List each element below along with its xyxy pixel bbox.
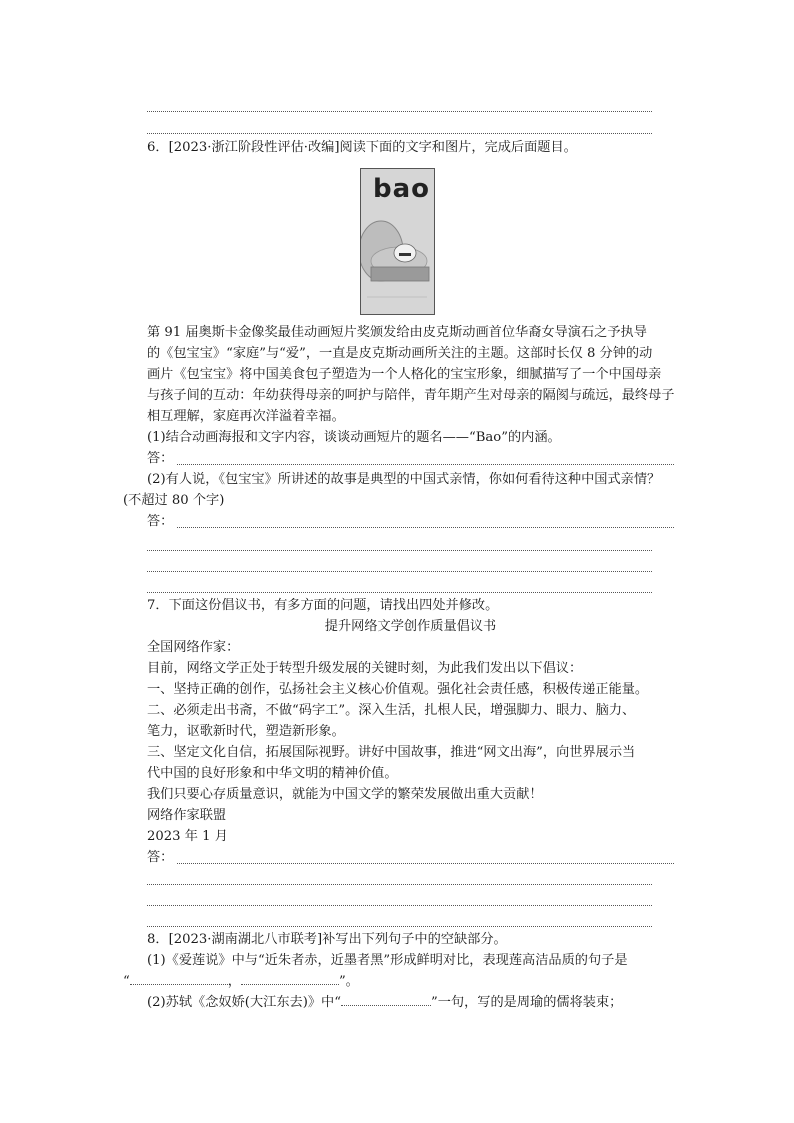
answer-row[interactable]	[147, 847, 674, 868]
poster-title: bao	[373, 174, 431, 204]
passage-line: 画片《包宝宝》将中国美食包子塑造为一个人格化的宝宝形象，细腻描写了一个中国母亲	[147, 367, 662, 382]
comma: ，	[227, 974, 241, 989]
question-6-sub-2	[123, 469, 683, 511]
passage-line: 的《包宝宝》“家庭”与“爱”，一直是皮克斯动画所关注的主题。这部时长仅 8 分钟的动	[147, 346, 653, 361]
proposal-line: 三、坚定文化自信，拓展国际视野。讲好中国故事，推进“网文出海”，向世界展示当	[147, 745, 636, 760]
answer-line[interactable]	[147, 571, 652, 572]
answer-input-line[interactable]	[177, 464, 674, 465]
proposal-date: 2023 年 1 月	[147, 829, 228, 844]
question-6-passage	[147, 322, 674, 448]
proposal-line: 目前，网络文学正处于转型升级发展的关键时刻，为此我们发出以下倡议：	[147, 661, 583, 676]
answer-label: 答：	[147, 514, 174, 529]
fill-blank[interactable]	[341, 993, 431, 1006]
answer-label: 答：	[147, 850, 174, 865]
answer-line	[147, 111, 652, 112]
sub-2-prefix: (2)苏轼《念奴娇(大江东去)》中“	[147, 995, 341, 1010]
question-8-sub-1: (1)《爱莲说》中与“近朱者赤，近墨者黑”形成鲜明对比，表现莲高洁品质的句子是	[147, 953, 628, 968]
question-7-heading: 7．下面这份倡议书，有多方面的问题，请找出四处并修改。	[147, 598, 499, 613]
answer-line[interactable]	[147, 550, 652, 551]
sub-2-suffix: ”一句，写的是周瑜的儒将装束；	[430, 995, 623, 1010]
passage-line: 与孩子间的互动：年幼获得母亲的呵护与陪伴，青年期产生对母亲的隔阂与疏远，最终母子	[147, 388, 675, 403]
proposal-title: 提升网络文学创作质量倡议书	[324, 619, 497, 634]
quote-close: ”。	[338, 974, 359, 989]
answer-line[interactable]	[147, 884, 652, 885]
answer-row[interactable]	[147, 511, 674, 532]
sub-2-line: (不超过 80 个字)	[123, 493, 225, 508]
proposal-line: 全国网络作家：	[147, 640, 240, 655]
quote-open: “	[123, 974, 130, 989]
question-8-sub-2	[147, 992, 674, 1013]
question-8-sub-1-blanks	[123, 971, 683, 992]
answer-label: 答：	[147, 451, 174, 466]
proposal-line: 一、坚持正确的创作，弘扬社会主义核心价值观。强化社会责任感，积极传递正能量。	[147, 682, 649, 697]
bao-poster-image	[360, 168, 435, 315]
question-6-sub-1: (1)结合动画海报和文字内容，谈谈动画短片的题名——“Bao”的内涵。	[147, 430, 561, 445]
passage-line: 相互理解，家庭再次洋溢着幸福。	[147, 409, 345, 424]
answer-line[interactable]	[147, 926, 652, 927]
question-6-heading: 6．[2023·浙江阶段性评估·改编]阅读下面的文字和图片，完成后面题目。	[147, 140, 577, 155]
answer-line	[147, 133, 652, 134]
sub-2-line: (2)有人说，《包宝宝》所讲述的故事是典型的中国式亲情，你如何看待这种中国式亲情？	[147, 472, 661, 487]
question-8-heading: 8．[2023·湖南湖北八市联考]补写出下列句子中的空缺部分。	[147, 932, 507, 947]
fill-blank[interactable]	[130, 972, 228, 985]
proposal-body	[147, 637, 674, 847]
answer-line[interactable]	[147, 905, 652, 906]
proposal-line: 二、必须走出书斋，不做“码字工”。深入生活，扎根人民，增强脚力、眼力、脑力、	[147, 703, 636, 718]
proposal-line: 笔力，讴歌新时代，塑造新形象。	[147, 724, 345, 739]
proposal-line: 代中国的良好形象和中华文明的精神价值。	[147, 766, 398, 781]
proposal-line: 我们只要心存质量意识，就能为中国文学的繁荣发展做出重大贡献！	[147, 787, 543, 802]
passage-line: 第 91 届奥斯卡金像奖最佳动画短片奖颁发给由皮克斯动画首位华裔女导演石之予执导	[147, 325, 647, 340]
answer-input-line[interactable]	[177, 527, 674, 528]
answer-row[interactable]	[147, 448, 674, 469]
fill-blank[interactable]	[241, 972, 339, 985]
proposal-signature: 网络作家联盟	[147, 808, 227, 823]
answer-input-line[interactable]	[177, 863, 674, 864]
answer-line[interactable]	[147, 592, 652, 593]
